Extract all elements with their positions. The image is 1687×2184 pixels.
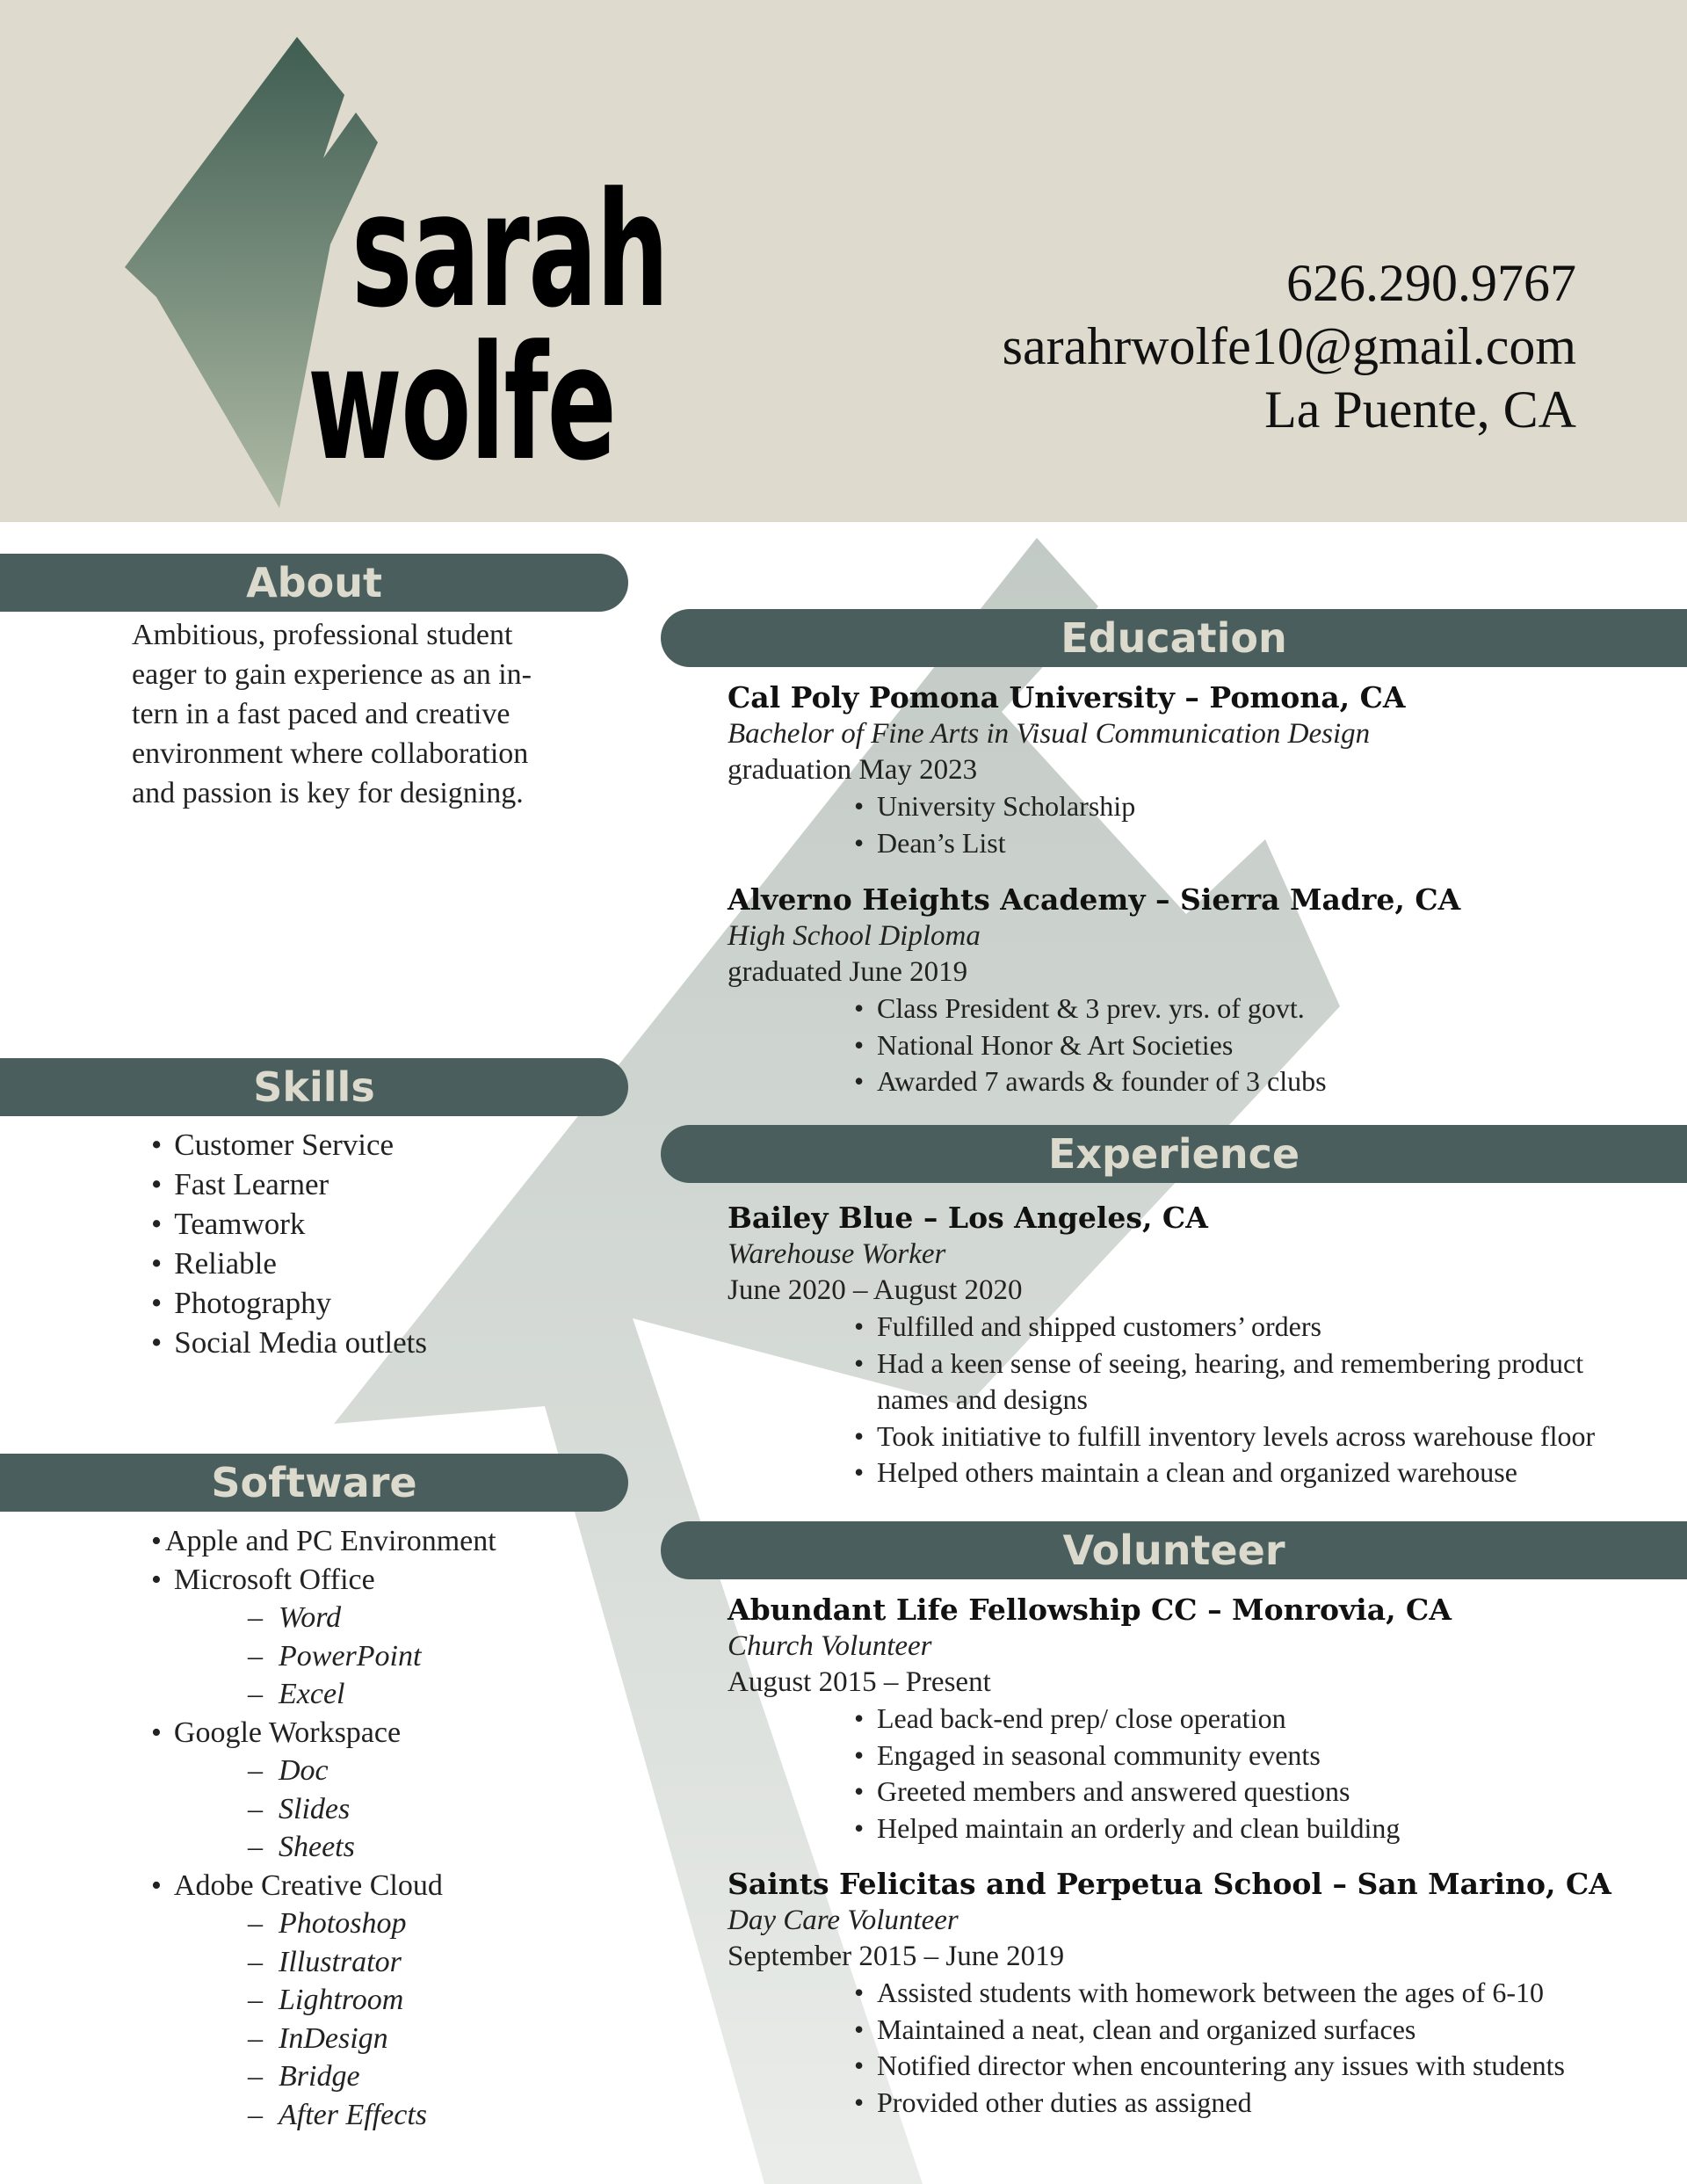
about-line: Ambitious, professional student <box>132 619 513 651</box>
software-item: • Apple and PC Environment <box>151 1522 496 1561</box>
entry-bullets <box>728 1975 1650 2121</box>
bullet-item: • Had a keen sense of seeing, hearing, and remembering product names and designs <box>728 1346 1650 1419</box>
skill-item: • Customer Service <box>151 1125 427 1165</box>
bullet-item: • Lead back-end prep/ close operation <box>728 1701 1650 1738</box>
entry-role: Church Volunteer <box>728 1630 932 1662</box>
education-entry <box>728 882 1650 1100</box>
entry-date: August 2015 – Present <box>728 1666 991 1698</box>
experience-heading: Experience <box>661 1125 1687 1183</box>
entry-bullets <box>728 788 1650 861</box>
bullet-item: • Fulfilled and shipped customers’ orders <box>728 1309 1650 1346</box>
entry-bullets <box>728 1309 1650 1491</box>
about-line: eager to gain experience as an in- <box>132 658 532 691</box>
software-subitem: – After Effects <box>151 2096 496 2135</box>
about-line: environment where collaboration <box>132 737 529 770</box>
bullet-item: • Class President & 3 prev. yrs. of govt. <box>728 990 1650 1027</box>
software-item: • Google Workspace <box>151 1714 496 1752</box>
software-subitem: – Slides <box>151 1790 496 1829</box>
skill-item: • Fast Learner <box>151 1165 427 1204</box>
software-subitem: – Doc <box>151 1752 496 1790</box>
software-heading: Software <box>0 1454 628 1512</box>
skill-item: • Reliable <box>151 1244 427 1283</box>
education-heading: Education <box>661 609 1687 667</box>
software-subitem: – Excel <box>151 1675 496 1714</box>
phone-number: 626.290.9767 <box>1286 254 1576 312</box>
software-subitem: – Word <box>151 1599 496 1637</box>
entry-date: September 2015 – June 2019 <box>728 1941 1065 1972</box>
software-list <box>151 1522 496 2134</box>
about-line: and passion is key for designing. <box>132 777 524 809</box>
volunteer-entry <box>728 1866 1650 2121</box>
entry-organization: Saints Felicitas and Perpetua School – San Marino, CA <box>728 1867 1611 1901</box>
software-item: • Microsoft Office <box>151 1561 496 1600</box>
about-text <box>132 615 589 813</box>
entry-bullets <box>728 990 1650 1100</box>
last-name: wolfe <box>308 312 616 496</box>
entry-date: graduated June 2019 <box>728 956 968 988</box>
bullet-item: • Helped others maintain a clean and organized warehouse <box>728 1455 1650 1491</box>
education-entry <box>728 679 1650 861</box>
volunteer-entry <box>728 1592 1650 1847</box>
volunteer-heading: Volunteer <box>661 1521 1687 1579</box>
contact-info <box>1003 251 1576 441</box>
software-subitem: – Bridge <box>151 2057 496 2096</box>
entry-organization: Cal Poly Pomona University – Pomona, CA <box>728 680 1406 715</box>
entry-organization: Abundant Life Fellowship CC – Monrovia, CA <box>728 1593 1452 1627</box>
bullet-item: • Greeted members and answered questions <box>728 1774 1650 1810</box>
software-subitem: – Illustrator <box>151 1943 496 1982</box>
skills-list <box>151 1125 427 1362</box>
bullet-item: • Dean’s List <box>728 825 1650 862</box>
software-subitem: – Sheets <box>151 1828 496 1867</box>
bullet-item: • Took initiative to fulfill inventory levels across warehouse floor <box>728 1419 1650 1455</box>
about-line: tern in a fast paced and creative <box>132 698 510 730</box>
bullet-item: • Assisted students with homework between the ages of 6-10 <box>728 1975 1650 2012</box>
entry-date: June 2020 – August 2020 <box>728 1274 1023 1306</box>
bullet-item: • National Honor & Art Societies <box>728 1027 1650 1064</box>
entry-role: Day Care Volunteer <box>728 1905 959 1936</box>
software-subitem: – Photoshop <box>151 1905 496 1943</box>
about-heading: About <box>0 554 628 612</box>
skills-heading: Skills <box>0 1058 628 1116</box>
bullet-item: • Engaged in seasonal community events <box>728 1738 1650 1774</box>
bullet-item: • Helped maintain an orderly and clean building <box>728 1810 1650 1847</box>
email-address: sarahrwolfe10@gmail.com <box>1002 317 1576 375</box>
bullet-item: • University Scholarship <box>728 788 1650 825</box>
software-subitem: – PowerPoint <box>151 1637 496 1676</box>
bullet-item: • Maintained a neat, clean and organized surfaces <box>728 2012 1650 2049</box>
entry-role: Bachelor of Fine Arts in Visual Communication Design <box>728 718 1371 750</box>
entry-date: graduation May 2023 <box>728 754 978 786</box>
bullet-item: • Provided other duties as assigned <box>728 2085 1650 2122</box>
skill-item: • Teamwork <box>151 1204 427 1244</box>
software-subitem: – Lightroom <box>151 1981 496 2020</box>
software-subitem: – InDesign <box>151 2020 496 2058</box>
entry-bullets <box>728 1701 1650 1847</box>
entry-role: Warehouse Worker <box>728 1238 946 1270</box>
experience-entry <box>728 1200 1650 1491</box>
bullet-item: • Awarded 7 awards & founder of 3 clubs <box>728 1063 1650 1100</box>
bullet-item: • Notified director when encountering any issues with students <box>728 2048 1650 2085</box>
entry-organization: Alverno Heights Academy – Sierra Madre, CA <box>728 882 1461 917</box>
skill-item: • Photography <box>151 1283 427 1323</box>
skill-item: • Social Media outlets <box>151 1323 427 1362</box>
entry-role: High School Diploma <box>728 920 981 952</box>
first-name: sarah <box>351 159 669 343</box>
software-item: • Adobe Creative Cloud <box>151 1867 496 1905</box>
entry-organization: Bailey Blue – Los Angeles, CA <box>728 1201 1208 1235</box>
location: La Puente, CA <box>1264 381 1576 439</box>
